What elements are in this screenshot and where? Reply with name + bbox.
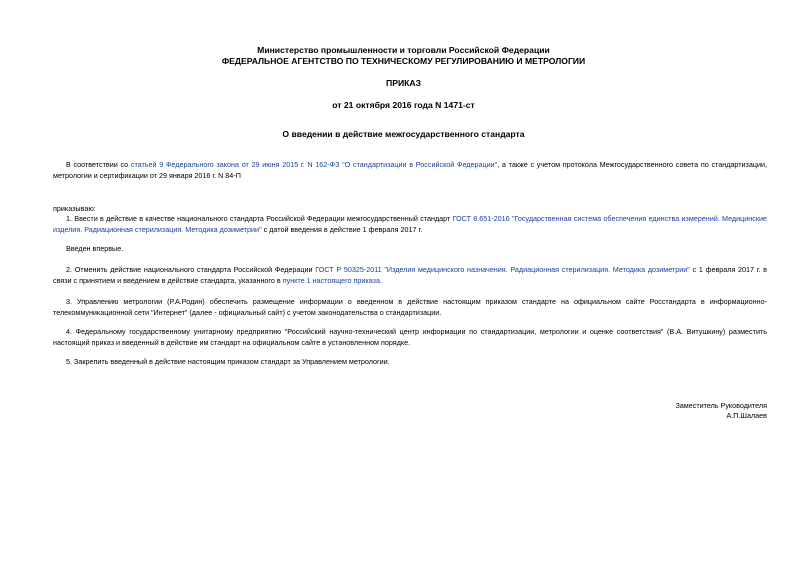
item-1-text: 1. Ввести в действие в качестве национального стандарта Российской Федерации межгосударственный стандарт	[66, 214, 453, 223]
item-3-paragraph: 3. Управлению метрологии (Р.А.Родин) обеспечить размещение информации о введенном в действие настоящим приказом стандарте на официальном сайте Росстандарта в информационно-телекоммуникационной сети "Интернет" (далее - официальный сайт) с учетом законодательства о стандартизации.	[53, 297, 767, 317]
item-5-paragraph: 5. Закрепить введенный в действие настоящим приказом стандарт за Управлением метрологии.	[66, 357, 390, 366]
signature-position: Заместитель Руководителя	[675, 401, 767, 410]
federal-law-link[interactable]: статьей 9 Федерального закона от 29 июня 2015 г. N 162-ФЗ "О стандартизации в Российской Федерации"	[130, 160, 498, 169]
item-2-text: .	[379, 276, 382, 285]
item-2-paragraph	[53, 264, 767, 286]
order-word: приказываю:	[53, 204, 96, 213]
signature-name: А.П.Шалаев	[726, 411, 767, 420]
preamble-text: , а также с учетом протокола Межгосударственного совета по стандартизации, метрологии и сертификации от 29 января 2016 г. N 84-П	[53, 160, 767, 180]
gost-r-50325-link[interactable]: ГОСТ Р 50325-2011 "Изделия медицинского назначения. Радиационная стерилизация. Методика дозиметрии"	[315, 265, 690, 274]
preamble-paragraph	[53, 159, 767, 181]
document-subject: О введении в действие межгосударственного стандарта	[282, 129, 525, 139]
item-1-reference-link[interactable]: пункте 1 настоящего приказа	[282, 276, 380, 285]
document-type: ПРИКАЗ	[386, 78, 421, 88]
gost-8651-link[interactable]: ГОСТ 8.651-2016 "Государственная система обеспечения единства измерений. Медицинские изделия. Радиационная стерилизация. Методика дозиметрии"	[53, 214, 767, 234]
ministry-title: Министерство промышленности и торговли Российской Федерации	[257, 45, 550, 55]
item-1-paragraph	[53, 213, 767, 235]
document-date-number: от 21 октября 2016 года N 1471-ст	[332, 100, 475, 110]
item-2-text: 2. Отменить действие национального стандарта Российской Федерации	[66, 265, 316, 274]
item-1-note: Введен впервые.	[66, 244, 124, 253]
item-4-paragraph: 4. Федеральному государственному унитарному предприятию "Российский научно-технический центр информации по стандартизации, метрологии и оценке соответствия" (В.А. Витушкину) разместить настоящий приказ и введенный в действие им стандарт на официальном сайте в установленном порядке.	[53, 327, 767, 347]
item-1-text: с датой введения в действие 1 февраля 2017 г.	[261, 225, 423, 234]
preamble-text: В соответствии со	[66, 160, 131, 169]
agency-title: ФЕДЕРАЛЬНОЕ АГЕНТСТВО ПО ТЕХНИЧЕСКОМУ РЕГУЛИРОВАНИЮ И МЕТРОЛОГИИ	[221, 56, 586, 66]
item-2-text: с 1 февраля 2017 г. в связи с принятием и введением в действие стандарта, указанного в	[53, 265, 767, 285]
